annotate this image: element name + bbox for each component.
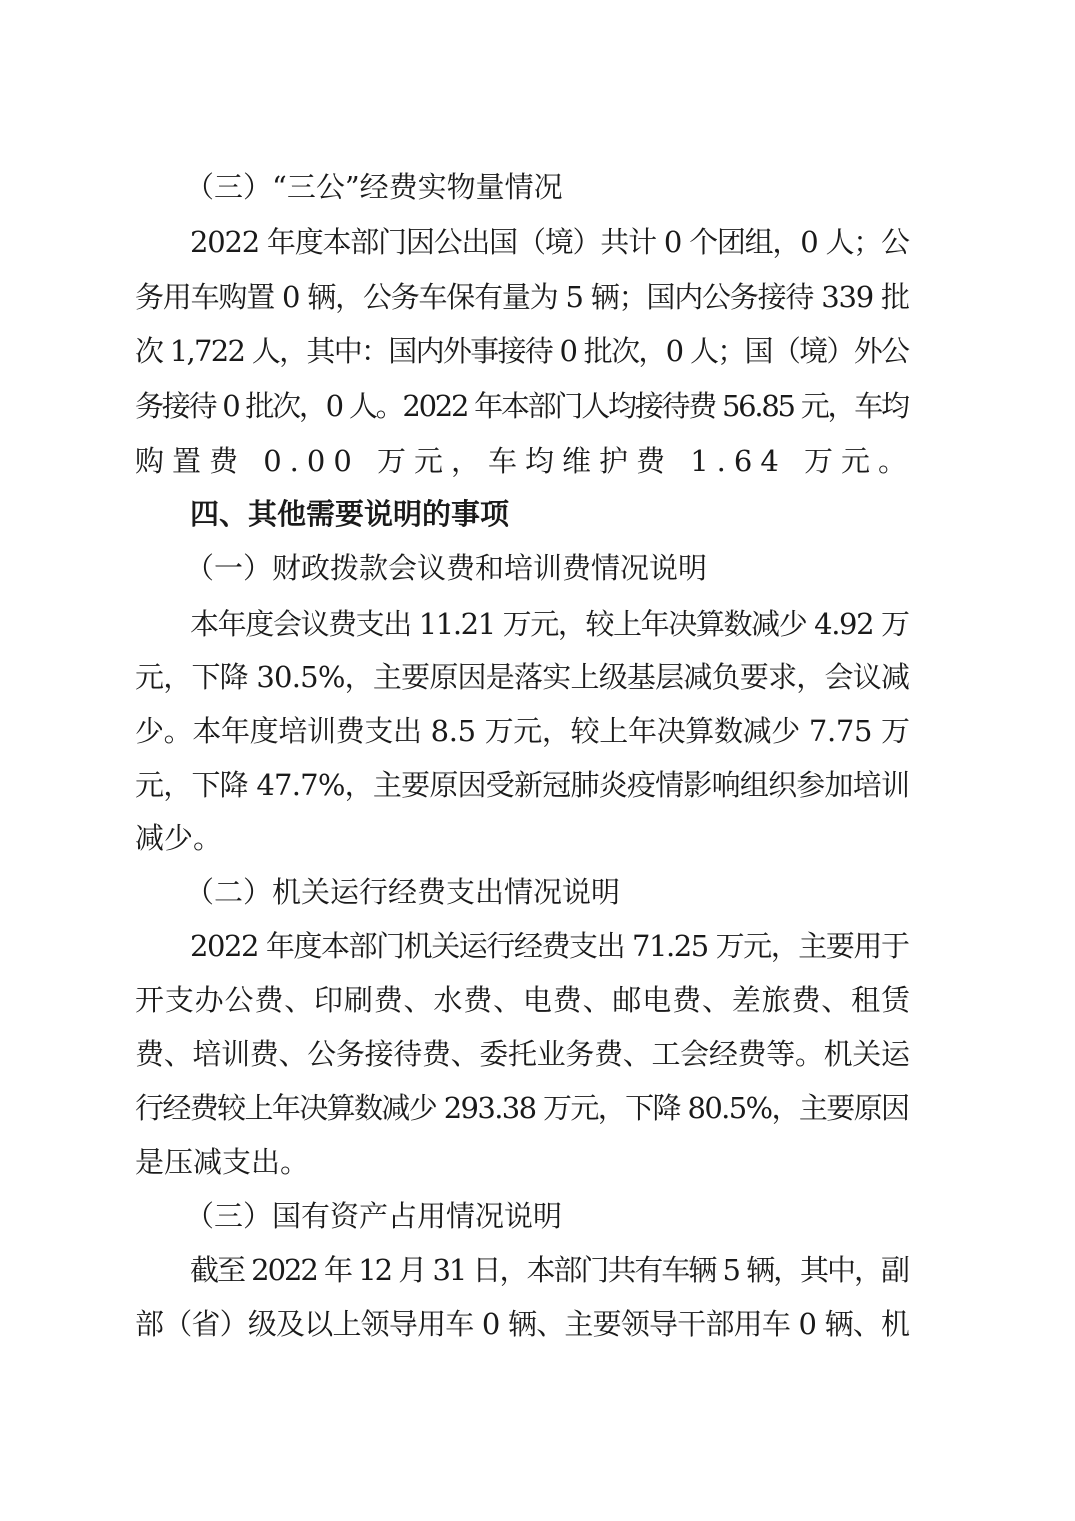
paragraph-line: 开支办公费、印刷费、水费、电费、邮电费、差旅费、租赁 [135,983,911,1017]
paragraph-line: 少。本年度培训费支出 8.5 万元，较上年决算数减少 7.75 万 [135,714,910,748]
paragraph-line: 务接待 0 批次，0 人。2022 年本部门人均接待费 56.85 元，车均 [135,389,908,423]
paragraph-line: 务用车购置 0 辆，公务车保有量为 5 辆；国内公务接待 339 批 [135,280,909,314]
paragraph-line: 元，下降 47.7%，主要原因受新冠肺炎疫情影响组织参加培训 [135,768,910,802]
paragraph-line: 是压减支出。 [135,1145,310,1179]
paragraph-line: 费、培训费、公务接待费、委托业务费、工会经费等。机关运 [135,1037,910,1071]
paragraph-line: 2022 年度本部门机关运行经费支出 71.25 万元，主要用于 [190,929,909,963]
part4-heading: 四、其他需要说明的事项 [190,497,510,531]
sub2-heading: （二）机关运行经费支出情况说明 [185,875,621,909]
paragraph-line: 减少。 [135,821,223,855]
paragraph-line: 次 1,722 人，其中：国内外事接待 0 批次，0 人；国（境）外公 [135,334,909,368]
paragraph-line: 2022 年度本部门因公出国（境）共计 0 个团组，0 人；公 [190,225,909,259]
paragraph-line: 购置费 0.00 万元，车均维护费 1.64 万元。 [135,444,916,478]
paragraph-line: 行经费较上年决算数减少 293.38 万元，下降 80.5%，主要原因 [135,1091,909,1125]
paragraph-line: 截至 2022 年 12 月 31 日，本部门共有车辆 5 辆，其中，副 [190,1253,908,1287]
sub1-heading: （一）财政拨款会议费和培训费情况说明 [185,551,708,585]
paragraph-line: 元，下降 30.5%，主要原因是落实上级基层减负要求，会议减 [135,660,910,694]
section3-heading: （三）“三公”经费实物量情况 [185,170,563,204]
paragraph-line: 本年度会议费支出 11.21 万元，较上年决算数减少 4.92 万 [190,607,909,641]
paragraph-line: 部（省）级及以上领导用车 0 辆、主要领导干部用车 0 辆、机 [135,1307,910,1341]
sub3-heading: （三）国有资产占用情况说明 [185,1199,563,1233]
